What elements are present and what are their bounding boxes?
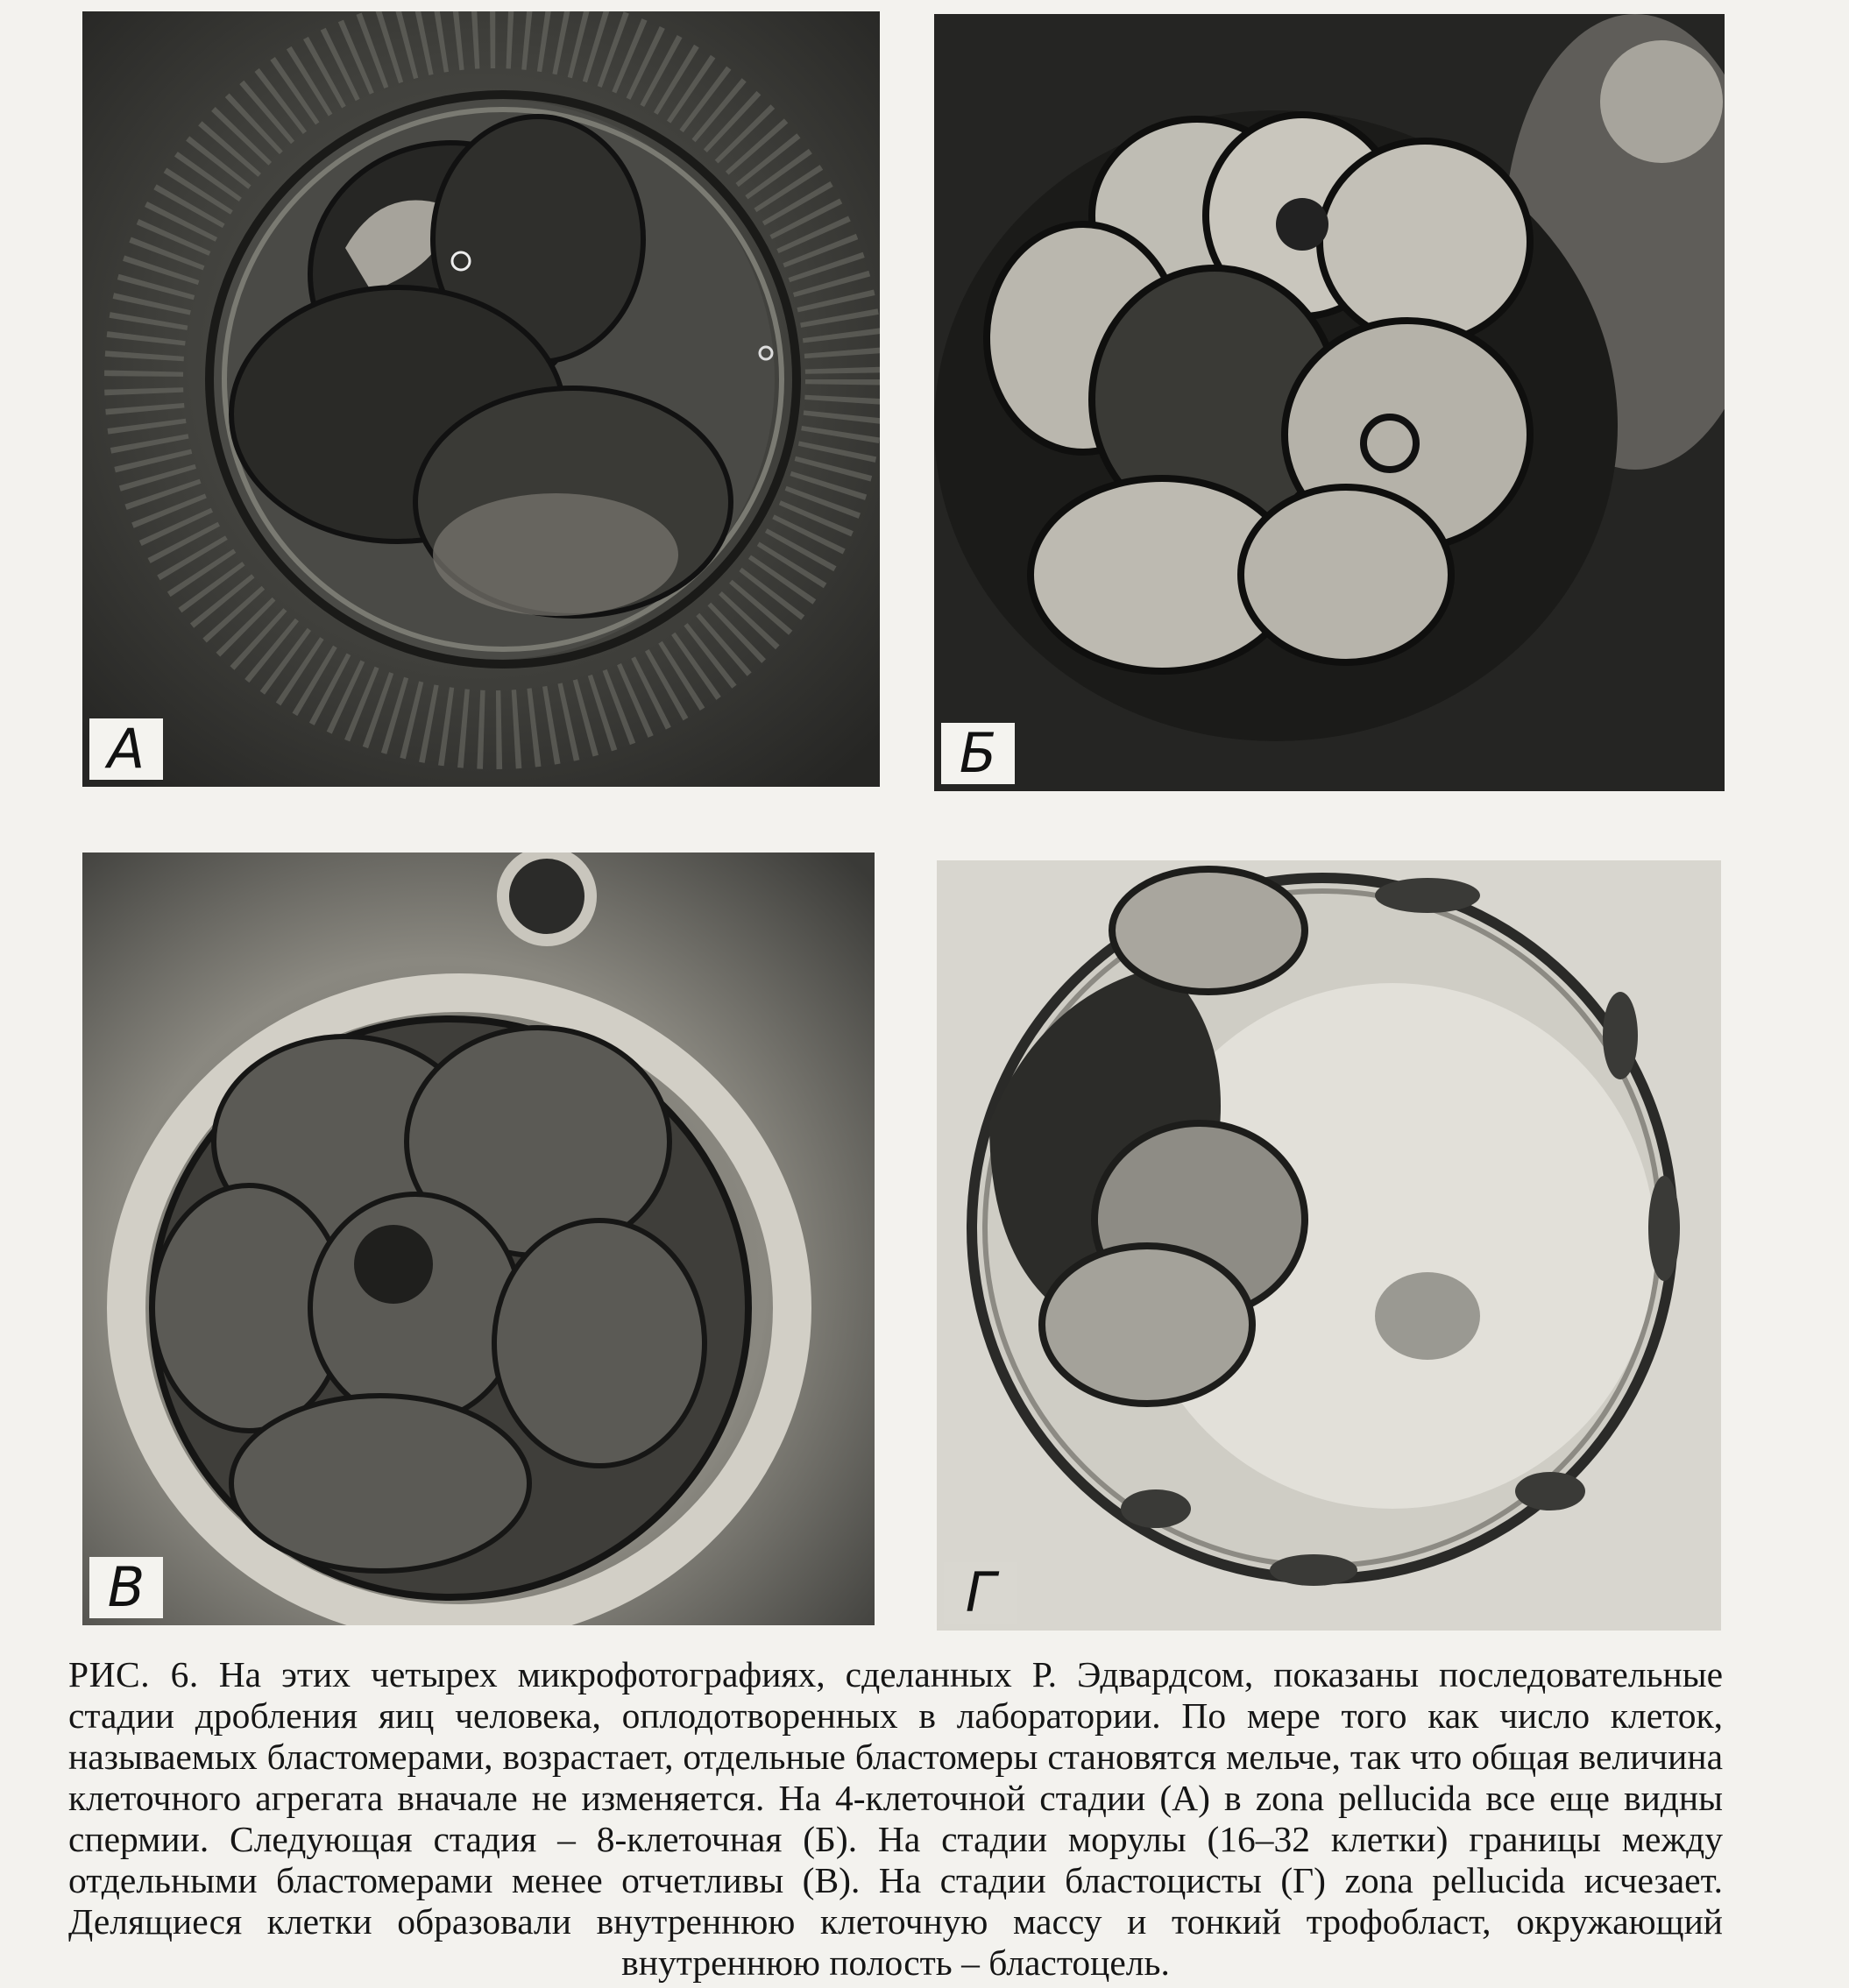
caption-text: На этих четырех микрофотографиях, сделанных Р. Эдвардсом, показаны последовательные стадии дробления яиц человека, оплодотворенных в лаборатории. По мере того как число клеток, называемых бластомерами, возрастает, отдельные бластомеры становятся мельче, так что общая величина клеточного агрегата вначале не изменяется. На 4-клеточной стадии (А) в zona pellucida все еще видны спермии. Следующая стадия – 8-клеточная (Б). На стадии морулы (16–32 клетки) границы между отдельными бластомерами менее отчетливы (В). На стадии бластоцисты (Г) zona pellucida исчезает. Делящиеся клетки образовали внутреннюю клеточную массу и тонкий трофобласт, окружающий внутреннюю полость – бластоцель. bbox=[68, 1654, 1724, 1983]
micrograph-d-image bbox=[937, 860, 1721, 1631]
micrograph-a bbox=[82, 11, 880, 787]
micrograph-d bbox=[937, 860, 1721, 1631]
figure-caption bbox=[68, 1654, 1723, 1984]
panel-label-d: Г bbox=[944, 1562, 1017, 1624]
micrograph-b-image bbox=[934, 14, 1725, 791]
micrograph-b bbox=[934, 14, 1725, 791]
panel-label-b: Б bbox=[941, 723, 1015, 784]
micrograph-c bbox=[82, 853, 875, 1625]
micrograph-a-image bbox=[82, 11, 880, 787]
micrograph-c-image bbox=[82, 853, 875, 1625]
panel-label-c: В bbox=[89, 1557, 163, 1618]
caption-lead: РИС. 6. bbox=[68, 1654, 199, 1694]
panel-label-a: А bbox=[89, 718, 163, 780]
